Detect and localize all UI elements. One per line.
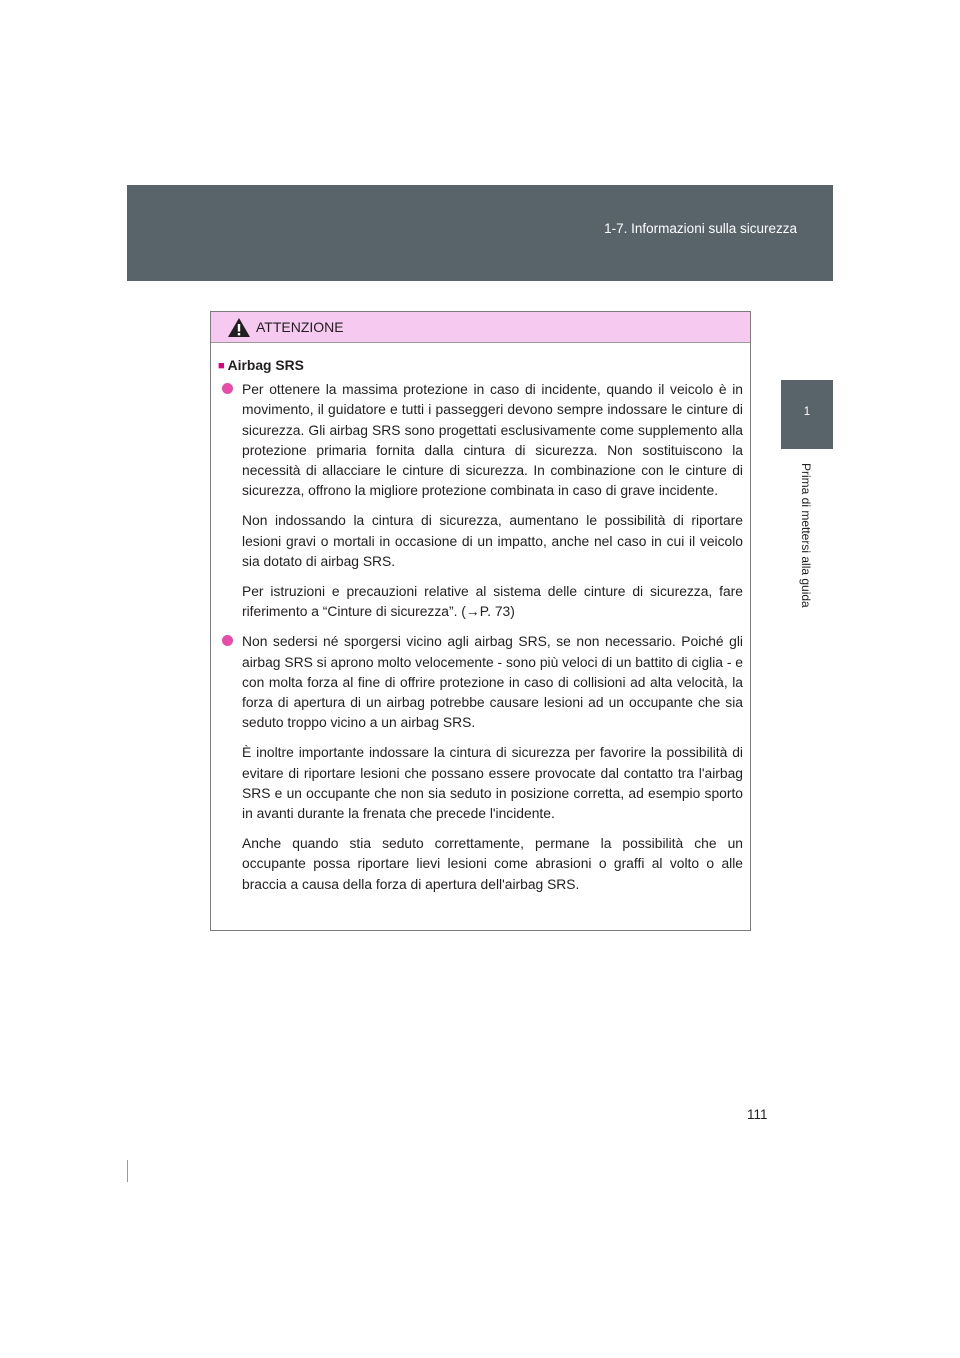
paragraph: È inoltre importante indossare la cintura di sicurezza per favorire la possibilità di evitare di riportare lesioni che possano essere provocate dal contatto tra l'airbag SRS e un occupante che non sia seduto in posizione corretta, ad esempio sporto in avanti durante la frenata che precede l'incidente.	[242, 744, 743, 822]
warning-box	[210, 311, 751, 931]
circle-bullet-icon	[222, 635, 233, 646]
warning-triangle-icon	[227, 317, 251, 338]
paragraph: Per ottenere la massima protezione in caso di incidente, quando il veicolo è in movimento, il guidatore e tutti i passeggeri devono sempre indossare le cinture di sicurezza. Gli airbag SRS sono progettati esclusivamente come supplemento alla protezione primaria fornita dalla cintura di sicurezza. Non sostituiscono la necessità di allacciare le cinture di sicurezza. In combinazione con le cinture di sicurezza, offrono la migliore protezione combinata in caso di grave incidente.	[242, 381, 743, 499]
bullet-item	[218, 379, 743, 621]
chapter-tab	[781, 380, 833, 449]
warning-header	[211, 312, 750, 343]
chapter-number: 1	[803, 406, 811, 418]
warning-body	[211, 343, 750, 894]
square-bullet-icon: ■	[218, 360, 225, 372]
paragraph: Non indossando la cintura di sicurezza, aumentano le possibilità di riportare lesioni gravi o mortali in occasione di un impatto, anche nel caso in cui il veicolo sia dotato di airbag SRS.	[242, 512, 743, 569]
bullet-item	[218, 631, 743, 893]
page-number: 111	[747, 1107, 768, 1122]
header-band	[127, 185, 833, 281]
section-title: 1-7. Informazioni sulla sicurezza	[604, 221, 797, 236]
paragraph: Per istruzioni e precauzioni relative al sistema delle cinture di sicurezza, fare riferimento a “Cinture di sicurezza”. (→P. 73)	[242, 583, 743, 620]
paragraph: Non sedersi né sporgersi vicino agli airbag SRS, se non necessario. Poiché gli airbag SRS si aprono molto velocemente - sono più veloci di un battito di ciglia - e con molta forza al fine di offrire protezione in caso di collisioni ad alta velocità, la forza di apertura di un airbag potrebbe causare lesioni ad un occupante che sia seduto troppo vicino a un airbag SRS.	[242, 633, 743, 731]
chapter-label: Prima di mettersi alla guida	[799, 463, 813, 608]
crop-mark	[127, 1160, 128, 1182]
circle-bullet-icon	[222, 383, 233, 394]
warning-title: ATTENZIONE	[256, 319, 344, 335]
paragraph: Anche quando stia seduto correttamente, permane la possibilità che un occupante possa riportare lievi lesioni come abrasioni o graffi al volto o alle braccia a causa della forza di apertura dell'airbag SRS.	[242, 835, 743, 892]
subheading	[218, 355, 743, 376]
subheading-text: Airbag SRS	[227, 357, 304, 373]
